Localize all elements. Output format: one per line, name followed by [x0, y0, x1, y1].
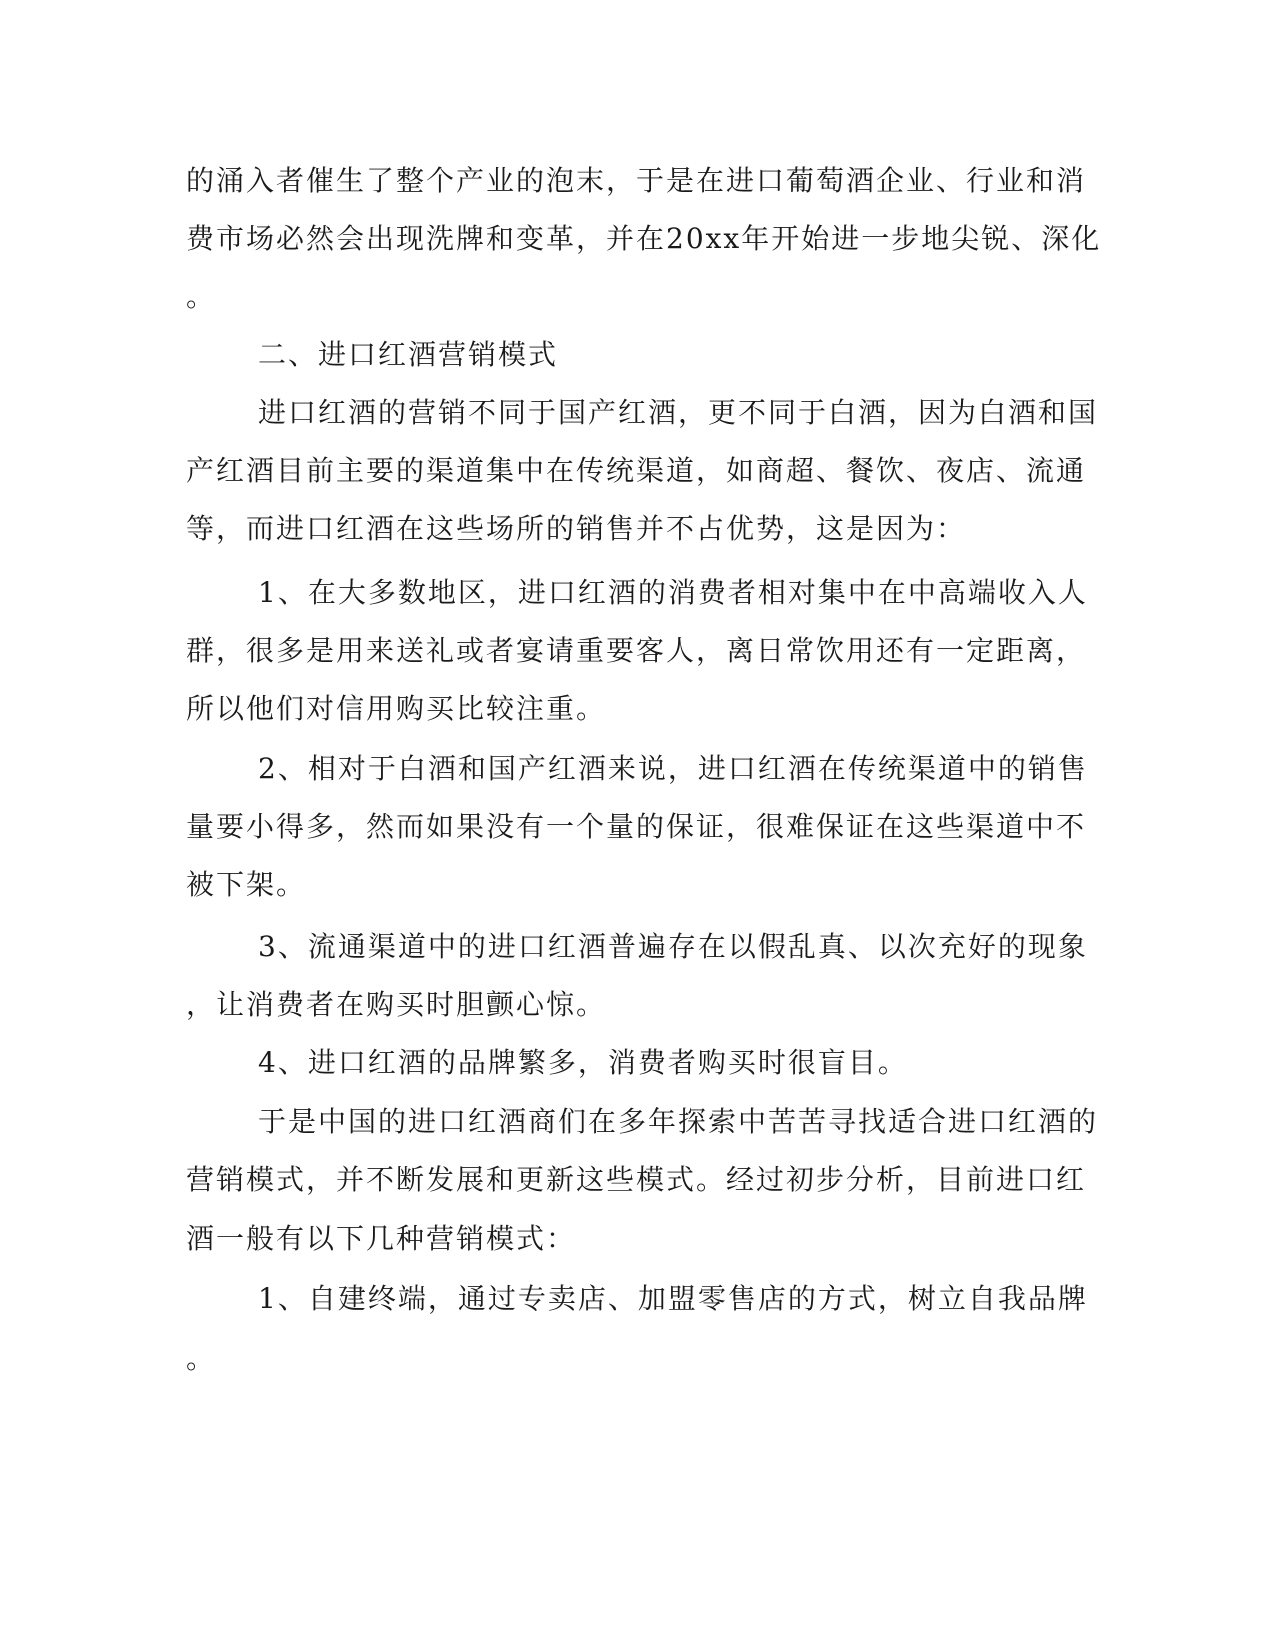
- text-line: ，让消费者在购买时胆颤心惊。: [186, 988, 607, 1021]
- text-line: 。: [186, 1342, 217, 1375]
- text-line: 的涌入者催生了整个产业的泡末，于是在进口葡萄酒企业、行业和消: [186, 164, 1087, 197]
- text-line: 产红酒目前主要的渠道集中在传统渠道，如商超、餐饮、夜店、流通: [186, 454, 1087, 487]
- text-line: 被下架。: [186, 868, 307, 901]
- text-line: 量要小得多，然而如果没有一个量的保证，很难保证在这些渠道中不: [186, 810, 1087, 843]
- text-line: 1、自建终端，通过专卖店、加盟零售店的方式，树立自我品牌: [258, 1282, 1088, 1315]
- text-line: 进口红酒的营销不同于国产红酒，更不同于白酒，因为白酒和国: [258, 396, 1099, 429]
- text-line: 1、在大多数地区，进口红酒的消费者相对集中在中高端收入人: [258, 576, 1088, 609]
- text-line: 费市场必然会出现洗牌和变革，并在20xx年开始进一步地尖锐、深化: [186, 222, 1102, 255]
- text-line: 所以他们对信用购买比较注重。: [186, 692, 607, 725]
- text-line: 于是中国的进口红酒商们在多年探索中苦苦寻找适合进口红酒的: [258, 1105, 1099, 1138]
- text-line: 4、进口红酒的品牌繁多，消费者购买时很盲目。: [258, 1046, 908, 1079]
- text-line: 3、流通渠道中的进口红酒普遍存在以假乱真、以次充好的现象: [258, 930, 1088, 963]
- text-line: 2、相对于白酒和国产红酒来说，进口红酒在传统渠道中的销售: [258, 752, 1088, 785]
- text-line: 群，很多是用来送礼或者宴请重要客人，离日常饮用还有一定距离，: [186, 634, 1087, 667]
- text-line: 酒一般有以下几种营销模式：: [186, 1222, 577, 1255]
- section-heading: 二、进口红酒营销模式: [258, 338, 559, 371]
- text-line: 等，而进口红酒在这些场所的销售并不占优势，这是因为：: [186, 512, 967, 545]
- text-line: 营销模式，并不断发展和更新这些模式。经过初步分析，目前进口红: [186, 1163, 1087, 1196]
- text-line: 。: [186, 280, 217, 313]
